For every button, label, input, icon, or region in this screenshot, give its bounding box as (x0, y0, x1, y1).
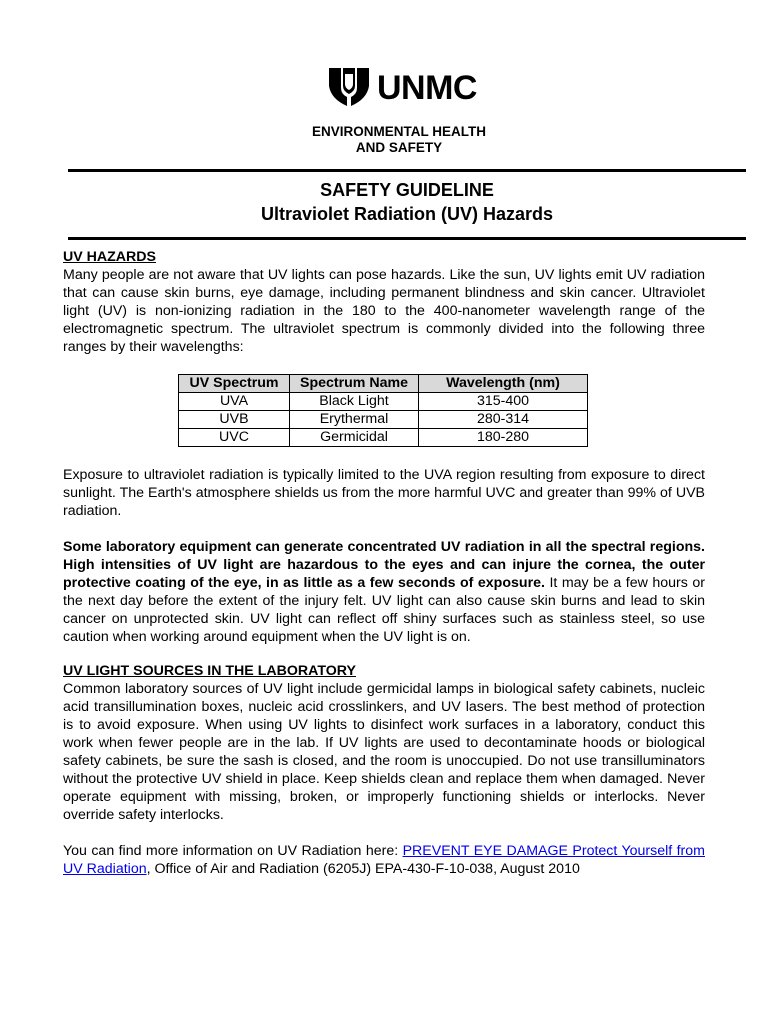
more-info-lead: You can find more information on UV Radiation here: (63, 843, 403, 859)
uv-spectrum-table (178, 374, 588, 447)
warning-text: Some laboratory equipment can generate concentrated UV radiation in all the spectral regions. High intensities of UV light are hazardous to the eyes and can injure the cornea, the outer protective coating of the eye, in as little as a few seconds of exposure. (63, 539, 705, 591)
table-cell: UVC (179, 429, 290, 447)
document-title (0, 178, 768, 226)
top-divider (68, 169, 746, 172)
table-row (179, 429, 588, 447)
column-header: Spectrum Name (290, 375, 419, 393)
dept-line-2: AND SAFETY (355, 140, 443, 155)
table-cell: UVB (179, 411, 290, 429)
paragraph: Exposure to ultraviolet radiation is typically limited to the UVA region resulting from exposure to direct sunlight. The Earth's atmosphere shields us from the more harmful UVC and greater than 99% of UVB radiation. (63, 467, 705, 519)
more-info-paragraph (63, 842, 705, 878)
column-header: Wavelength (nm) (419, 375, 588, 393)
section-uv-hazards (63, 248, 705, 356)
table-row (179, 411, 588, 429)
table-cell: 280-314 (419, 411, 588, 429)
unmc-shield-icon (327, 66, 371, 110)
table-cell: 180-280 (419, 429, 588, 447)
paragraph (63, 538, 705, 646)
more-info-tail: , Office of Air and Radiation (6205J) EPA-430-F-10-038, August 2010 (146, 861, 580, 877)
paragraph: Common laboratory sources of UV light include germicidal lamps in biological safety cabinets, nucleic acid transillumination boxes, nucleic acid crosslinkers, and UV lasers. The best method of protection is to avoid exposure. When using UV lights to disinfect work surfaces in a laboratory, conduct this work when fewer people are in the lab. If UV lights are used to decontaminate hoods or biological safety cabinets, be sure the sash is closed, and the room is unoccupied. Do not use transilluminators without the protective UV shield in place. Keep shields clean and replace them when damaged. Never operate equipment with missing, broken, or improperly functioning shields or interlocks. Never override safety interlocks. (63, 681, 705, 823)
title-line-2: Ultraviolet Radiation (UV) Hazards (260, 204, 554, 224)
table-cell: UVA (179, 393, 290, 411)
table-cell: 315-400 (419, 393, 588, 411)
table-cell: Erythermal (290, 411, 419, 429)
table-header-row (179, 375, 588, 393)
paragraph: Many people are not aware that UV lights can pose hazards. Like the sun, UV lights emit UV radiation that can cause skin burns, eye damage, including permanent blindness and skin cancer. Ultraviolet light (UV) is non-ionizing radiation in the 180 to the 400-nanometer wavelength range of the electromagnetic spectrum. The ultraviolet spectrum is commonly divided into the following three ranges by their wavelengths: (63, 267, 705, 355)
table-cell: Germicidal (290, 429, 419, 447)
section-uv-sources (63, 662, 705, 824)
unmc-logo (327, 66, 477, 110)
title-divider (68, 237, 746, 240)
logo-text: UNMC (377, 69, 477, 107)
paragraph-text: It may be a few hours or the next day before the extent of the injury felt. UV light can also cause skin burns and lead to skin cancer on unprotected skin. UV light can reflect off shiny surfaces such as stainless steel, so use caution when working around equipment when the UV light is on. (63, 575, 705, 645)
title-line-1: SAFETY GUIDELINE (320, 180, 494, 200)
section-heading: UV LIGHT SOURCES IN THE LABORATORY (63, 663, 356, 679)
section-heading: UV HAZARDS (63, 249, 157, 265)
column-header: UV Spectrum (179, 375, 290, 393)
dept-line-1: ENVIRONMENTAL HEALTH (312, 124, 486, 139)
table-cell: Black Light (290, 393, 419, 411)
epa-uv-link[interactable]: PREVENT EYE DAMAGE Protect Yourself from UV Radiation (63, 843, 705, 877)
table-row (179, 393, 588, 411)
department-name (0, 124, 768, 156)
